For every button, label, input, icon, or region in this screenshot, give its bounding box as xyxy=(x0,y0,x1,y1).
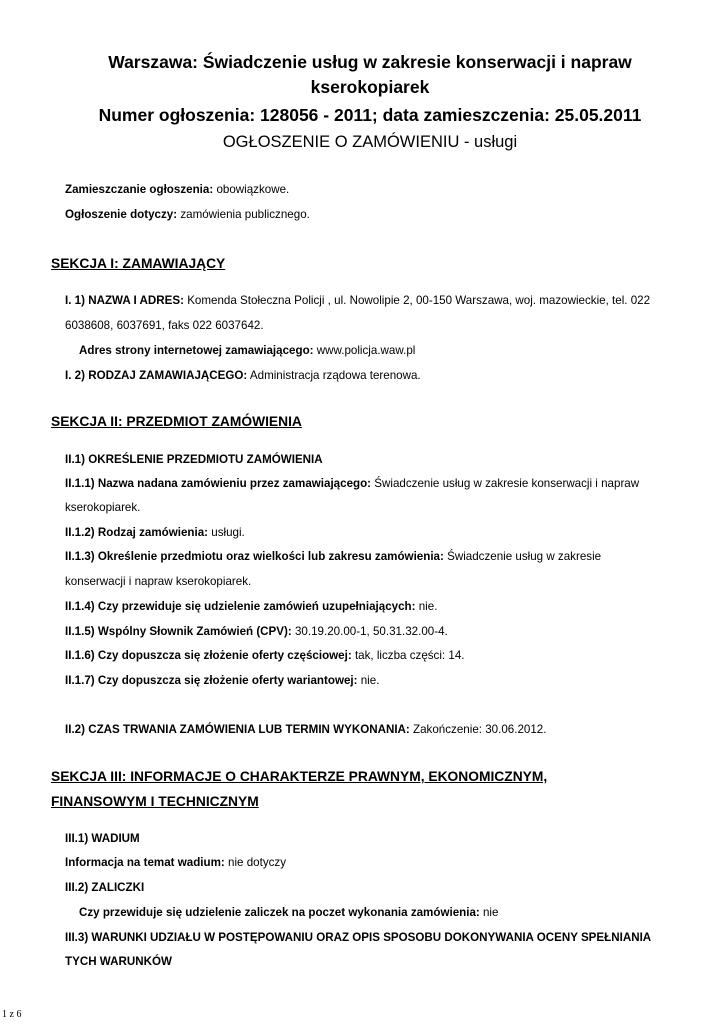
notice-type: OGŁOSZENIE O ZAMÓWIENIU - usługi xyxy=(222,133,518,151)
deposit-line xyxy=(65,856,286,870)
placement-label: Zamieszczanie ogłoszenia: xyxy=(65,183,214,196)
contract-scope-line xyxy=(65,550,601,564)
contract-scope-value: Świadczenie usług w zakresie xyxy=(447,550,602,563)
duration-line xyxy=(65,723,546,737)
variant-offer-value: nie. xyxy=(360,674,380,687)
supplementary-value: nie. xyxy=(418,600,438,613)
cpv-label: II.1.5) Wspólny Słownik Zamówień (CPV): xyxy=(65,625,292,638)
advances-heading xyxy=(65,881,144,895)
section-2-title: SEKCJA II: PRZEDMIOT ZAMÓWIENIA xyxy=(51,414,302,429)
website-line xyxy=(79,344,415,358)
title-line-1: Warszawa: Świadczenie usług w zakresie konserwacji i napraw xyxy=(108,52,632,72)
supplementary-line xyxy=(65,600,437,614)
contracting-type-label: I. 2) RODZAJ ZAMAWIAJĄCEGO: xyxy=(65,369,248,382)
conditions-heading-line-1 xyxy=(65,931,651,945)
concerns-value: zamówienia publicznego. xyxy=(180,208,310,221)
subject-heading-text: II.1) OKREŚLENIE PRZEDMIOTU ZAMÓWIENIA xyxy=(65,453,323,466)
conditions-heading-line-2 xyxy=(65,955,172,969)
website-value: www.policja.waw.pl xyxy=(316,344,416,357)
contract-kind-label: II.1.2) Rodzaj zamówienia: xyxy=(65,526,209,539)
cpv-value: 30.19.20.00-1, 50.31.32.00-4. xyxy=(294,625,448,638)
variant-offer-line xyxy=(65,674,379,688)
advances-line xyxy=(79,906,498,920)
supplementary-label: II.1.4) Czy przewiduje się udzielenie zamówień uzupełniających: xyxy=(65,600,416,613)
concerns-line xyxy=(65,208,310,222)
contract-name-value: Świadczenie usług w zakresie konserwacji i napraw xyxy=(374,477,640,490)
contract-kind-line xyxy=(65,526,245,540)
contracting-name-line-2: 6038608, 6037691, faks 022 6037642. xyxy=(65,319,264,332)
contracting-type-line xyxy=(65,369,421,383)
contract-name-line xyxy=(65,477,639,491)
deposit-heading xyxy=(65,832,140,846)
partial-offer-value: tak, liczba części: 14. xyxy=(354,649,465,662)
notice-number-line: Numer ogłoszenia: 128056 - 2011; data zamieszczenia: 25.05.2011 xyxy=(98,105,642,125)
section-3-title-line-1: SEKCJA III: INFORMACJE O CHARAKTERZE PRAWNYM, EKONOMICZNYM, xyxy=(51,769,548,784)
contract-scope-label: II.1.3) Określenie przedmiotu oraz wielkości lub zakresu zamówienia: xyxy=(65,550,444,563)
contracting-name-value: Komenda Stołeczna Policji , ul. Nowolipie 2, 00-150 Warszawa, woj. mazowieckie, tel. 022 xyxy=(187,294,651,307)
subject-heading xyxy=(65,453,323,467)
placement-value: obowiązkowe. xyxy=(216,183,290,196)
advances-value: nie xyxy=(482,906,499,919)
cpv-line xyxy=(65,625,448,639)
contract-kind-value: usługi. xyxy=(211,526,245,539)
deposit-value: nie dotyczy xyxy=(228,856,287,869)
placement-line xyxy=(65,183,289,197)
advances-label: Czy przewiduje się udzielenie zaliczek na poczet wykonania zamówienia: xyxy=(79,906,480,919)
variant-offer-label: II.1.7) Czy dopuszcza się złożenie oferty wariantowej: xyxy=(65,674,358,687)
conditions-heading-text-1: III.3) WARUNKI UDZIAŁU W POSTĘPOWANIU ORAZ OPIS SPOSOBU DOKONYWANIA OCENY SPEŁNIANIA xyxy=(65,931,652,944)
partial-offer-line xyxy=(65,649,465,663)
contracting-type-value: Administracja rządowa terenowa. xyxy=(249,369,421,382)
title-line-2: kserokopiarek xyxy=(310,77,430,97)
duration-label: II.2) CZAS TRWANIA ZAMÓWIENIA LUB TERMIN WYKONANIA: xyxy=(65,723,410,736)
deposit-label: Informacja na temat wadium: xyxy=(65,856,225,869)
contracting-name-label: I. 1) NAZWA I ADRES: xyxy=(65,294,184,307)
section-3-title-line-2: FINANSOWYM I TECHNICZNYM xyxy=(51,794,259,809)
partial-offer-label: II.1.6) Czy dopuszcza się złożenie oferty częściowej: xyxy=(65,649,352,662)
concerns-label: Ogłoszenie dotyczy: xyxy=(65,208,178,221)
contract-name-line-2: kserokopiarek. xyxy=(65,501,141,514)
contract-scope-line-2: konserwacji i napraw kserokopiarek. xyxy=(65,575,252,588)
duration-value: Zakończenie: 30.06.2012. xyxy=(413,723,547,736)
conditions-heading-text-2: TYCH WARUNKÓW xyxy=(65,955,172,968)
page-number: 1 z 6 xyxy=(2,1009,22,1020)
contracting-name-line xyxy=(65,294,650,308)
contract-name-label: II.1.1) Nazwa nadana zamówieniu przez zamawiającego: xyxy=(65,477,372,490)
website-label: Adres strony internetowej zamawiającego: xyxy=(79,344,314,357)
section-1-title: SEKCJA I: ZAMAWIAJĄCY xyxy=(51,256,226,271)
deposit-heading-text: III.1) WADIUM xyxy=(65,832,140,845)
advances-heading-text: III.2) ZALICZKI xyxy=(65,881,145,894)
